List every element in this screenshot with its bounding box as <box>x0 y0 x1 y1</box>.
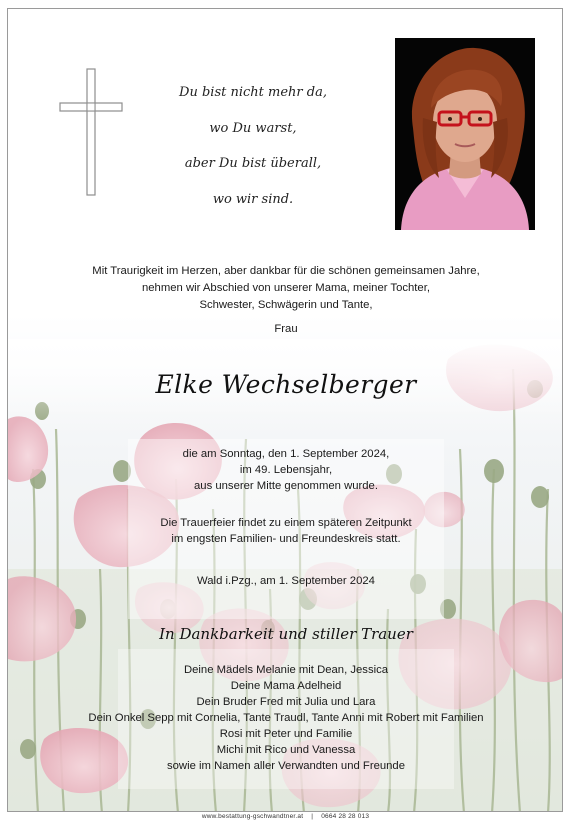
thanks-heading: In Dankbarkeit und stiller Trauer <box>159 625 413 643</box>
cross-icon <box>56 67 126 199</box>
mourner-line: Deine Mädels Melanie mit Dean, Jessica <box>183 664 389 676</box>
memorial-verse <box>158 75 348 217</box>
mourners-list <box>8 662 563 774</box>
deceased-name: Elke Wechselberger <box>155 370 417 399</box>
death-notice <box>8 446 563 494</box>
verse-line: Du bist nicht mehr da, <box>179 85 327 100</box>
mourner-line: Michi mit Rico und Vanessa <box>216 744 356 756</box>
death-line: aus unserer Mitte genommen wurde. <box>194 480 378 492</box>
ceremony-line: im engsten Familien- und Freundeskreis statt. <box>171 533 401 545</box>
footer-phone: 0664 28 28 013 <box>321 813 370 820</box>
mourner-line: sowie im Namen aller Verwandten und Freunde <box>167 760 405 772</box>
ceremony-notice <box>8 515 563 547</box>
mourner-line: Dein Onkel Sepp mit Cornelia, Tante Traudl, Tante Anni mit Robert mit Familien <box>88 712 484 724</box>
mourner-line: Dein Bruder Fred mit Julia und Lara <box>196 696 376 708</box>
ceremony-line: Die Trauerfeier findet zu einem späteren Zeitpunkt <box>160 517 412 529</box>
intro-line: nehmen wir Abschied von unserer Mama, meiner Tochter, <box>141 282 430 294</box>
intro-line: Mit Traurigkeit im Herzen, aber dankbar für die schönen gemeinsamen Jahre, <box>92 265 480 277</box>
death-line: im 49. Lebensjahr, <box>239 464 333 476</box>
intro-line: Schwester, Schwägerin und Tante, <box>199 299 373 311</box>
place-date: Wald i.Pzg., am 1. September 2024 <box>197 575 375 587</box>
mourner-line: Rosi mit Peter und Familie <box>219 728 353 740</box>
verse-line: wo wir sind. <box>212 191 294 207</box>
mourner-line: Deine Mama Adelheid <box>230 680 342 692</box>
footer <box>0 813 571 820</box>
verse-line: aber Du bist überall, <box>184 156 322 171</box>
verse-line: wo Du warst, <box>209 120 297 136</box>
salutation: Frau <box>274 323 298 335</box>
death-line: die am Sonntag, den 1. September 2024, <box>182 448 390 460</box>
footer-separator: | <box>305 813 320 820</box>
obituary-card <box>7 8 563 812</box>
intro-text <box>8 263 563 314</box>
portrait-photo <box>395 38 535 230</box>
footer-website[interactable]: www.bestattung-gschwandtner.at <box>201 813 304 820</box>
